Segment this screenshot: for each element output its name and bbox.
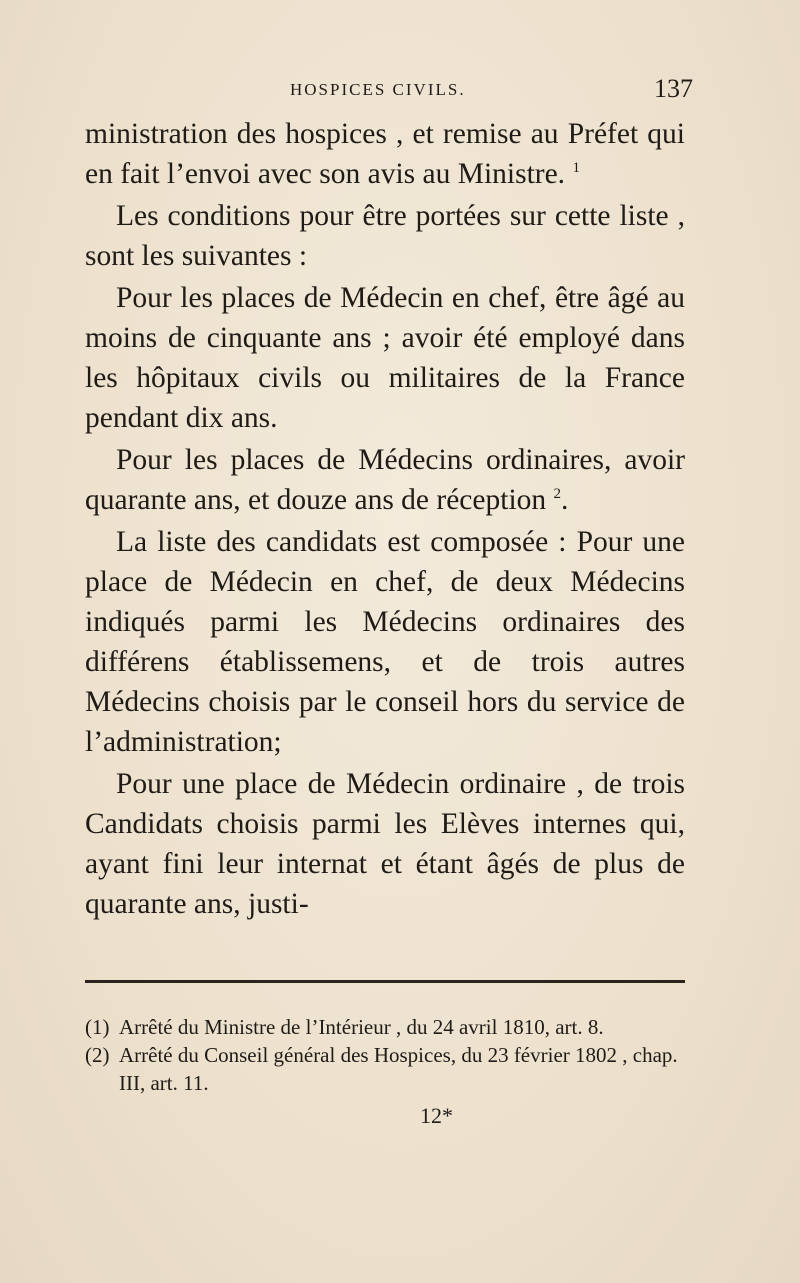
footnote-mark: (2) bbox=[85, 1043, 110, 1067]
footnote-mark: (1) bbox=[85, 1015, 110, 1039]
book-page bbox=[85, 74, 693, 1129]
paragraph-1: ministration des hospices , et remise au Préfet qui en fait l’envoi avec son avis au Ministre. $^1$ bbox=[85, 118, 685, 190]
footnote-text: Arrêté du Ministre de l’Intérieur , du 24 avril 1810, art. 8. bbox=[119, 1015, 604, 1039]
paragraph-4: Pour les places de Médecins ordinaires, avoir quarante ans, et douze ans de réception $^2$. bbox=[85, 444, 685, 516]
paragraph-3: Pour les places de Médecin en chef, être âgé au moins de cinquante ans ; avoir été employé dans les hôpitaux civils ou militaires de la France pendant dix ans. bbox=[85, 282, 685, 434]
signature-mark: 12* bbox=[420, 1103, 453, 1128]
footnote-text: Arrêté du Conseil général des Hospices, du 23 février 1802 , chap. III, art. 11. bbox=[119, 1043, 678, 1095]
paragraph-5: La liste des candidats est composée : Pour une place de Médecin en chef, de deux Médecins indiqués parmi les Médecins ordinaires des différens établissemens, et de trois autres Médecins choisis par le conseil hors du service de l’administration; bbox=[85, 526, 685, 758]
footnotes bbox=[85, 1013, 685, 1097]
running-title: HOSPICES CIVILS. bbox=[290, 80, 466, 99]
footnote-1 bbox=[85, 1013, 685, 1041]
paragraph-6: Pour une place de Médecin ordinaire , de trois Candidats choisis parmi les Elèves internes qui, ayant fini leur internat et étant âgés de plus de quarante ans, justi- bbox=[85, 768, 685, 920]
footnote-ref-1: 1 bbox=[572, 160, 580, 177]
footnote-2 bbox=[85, 1041, 685, 1097]
body-text bbox=[85, 114, 685, 924]
page-number: 137 bbox=[654, 74, 693, 103]
running-head bbox=[85, 74, 693, 114]
footnote-ref-2: 2 bbox=[553, 486, 562, 503]
paragraph-2: Les conditions pour être portées sur cette liste , sont les suivantes : bbox=[85, 200, 685, 272]
footnote-divider bbox=[85, 980, 685, 983]
